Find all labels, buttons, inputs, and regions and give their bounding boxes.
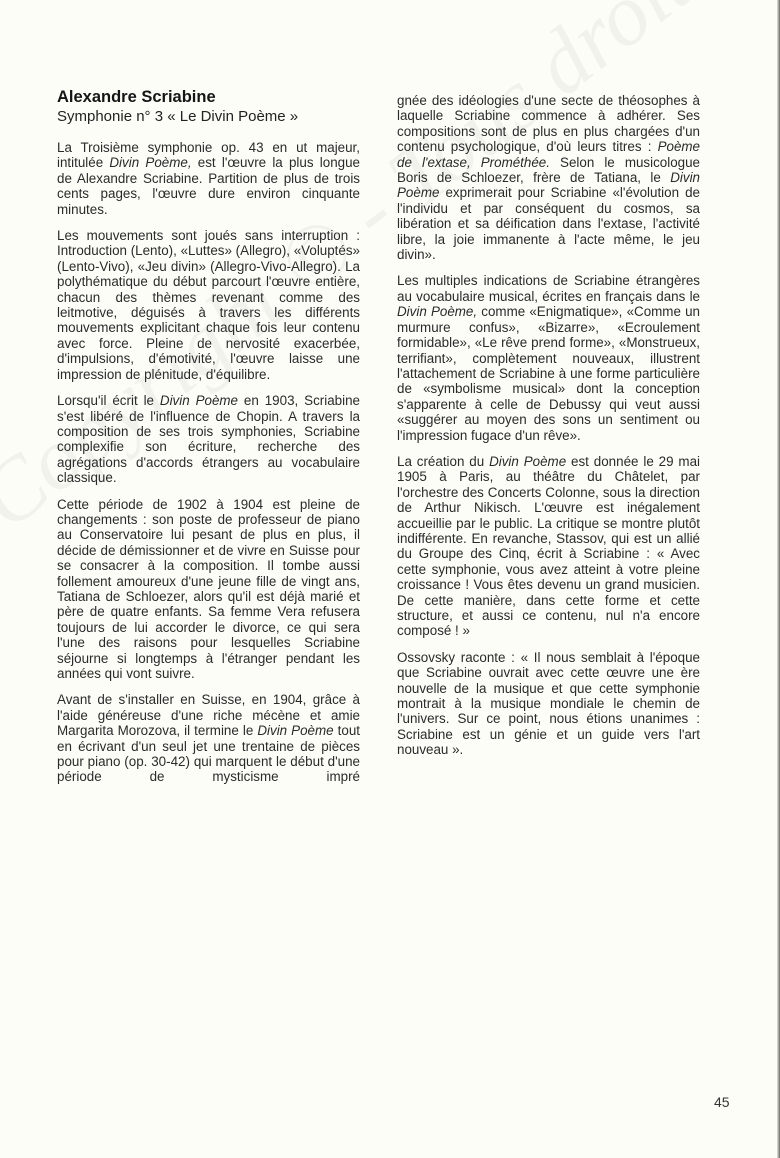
paragraph: Lorsqu'il écrit le Divin Poème en 1903, Scriabine s'est libéré de l'influence de Chopin. A travers la composition de ses trois symphonies, Scriabine complexifie son écriture, recherche des agrégations d'accords étrangers au vocabulaire classique.	[57, 393, 360, 486]
italic-title: Divin Poème,	[397, 304, 478, 320]
italic-title: Divin Poème	[397, 170, 700, 201]
paragraph: Les multiples indications de Scriabine étrangères au vocabulaire musical, écrites en français dans le Divin Poème, comme «Enigmatique», «Comme un murmure confus», «Bizarre», «Ecroulement formidable», «Le rêve prend forme», «Monstrueux, terrifiant», complètement nouveaux, illustrent l'attachement de Scriabine à une forme particulière de «symbolisme musical» dont la conception s'apparente à celle de Debussy qui veut aussi «suggérer au moyen des sons un sentiment ou l'impression fugace d'un rêve».	[397, 273, 700, 443]
italic-title: Poème de l'extase, Prométhée.	[397, 139, 700, 170]
paragraph: Avant de s'installer en Suisse, en 1904, grâce à l'aide généreuse d'une riche mécène et amie Margarita Morozova, il termine le Divin Poème tout en écrivant d'un seul jet une trentaine de pièces pour piano (op. 30-42) qui marquent le début d'une période de mysticisme impré	[57, 692, 360, 785]
article-title: Alexandre Scriabine	[57, 88, 216, 106]
page-number: 45	[714, 1094, 730, 1110]
paragraph: La Troisième symphonie op. 43 en ut majeur, intitulée Divin Poème, est l'œuvre la plus longue de Alexandre Scriabine. Partition de plus de trois cents pages, l'œuvre dure environ cinquante minutes.	[57, 140, 360, 217]
italic-title: Divin Poème	[489, 453, 567, 469]
paragraph: gnée des idéologies d'une secte de théosophes à laquelle Scriabine commence à adhérer. Ses compositions sont de plus en plus chargées d'un contenu psychologique, d'où leurs titres : Poème de l'extase, Prométhée. Selon le musicologue Boris de Schloezer, frère de Tatiana, le Divin Poème exprimerait pour Scriabine «l'évolution de l'individu et par conséquent du cosmos, sa libération et sa déification dans l'extase, l'activité libre, la joie immanente à l'acte même, le jeu divin».	[397, 93, 700, 263]
right-column	[397, 93, 700, 769]
paragraph: Cette période de 1902 à 1904 est pleine de changements : son poste de professeur de piano au Conservatoire lui pesant de plus en plus, il décide de démissionner et de vivre en Suisse pour se consacrer à la composition. Il tombe aussi follement amoureux d'une jeune fille de vingt ans, Tatiana de Schloezer, alors qu'il est déjà marié et père de quatre enfants. Sa femme Vera refusera toujours de lui accorder le divorce, ce qui sera l'une des raisons pour lesquelles Scriabine séjourne si longtemps à l'étranger pendant les années qui vont suivre.	[57, 496, 360, 681]
italic-title: Divin Poème,	[109, 155, 192, 171]
paragraph: La création du Divin Poème est donnée le 29 mai 1905 à Paris, au théâtre du Châtelet, par l'orchestre des Concerts Colonne, sous la direction de Arthur Nikisch. L'œuvre est inégalement accueillie par le public. La critique se montre plutôt indifférente. En revanche, Stassov, qui est un allié du Groupe des Cinq, écrit à Scriabine : « Avec cette symphonie, vous avez atteint à votre pleine croissance ! Vous êtes devenu un grand musicien. De cette manière, dans cette forme et cette structure, et aussi ce contenu, nul n'a encore composé ! »	[397, 453, 700, 639]
left-column	[57, 88, 360, 796]
paragraph: Ossovsky raconte : « Il nous semblait à l'époque que Scriabine ouvrait avec cette œuvre une ère nouvelle de la musique et que cette symphonie montrait à la musique mondiale le chemin de l'univers. Sur ce point, nous étions unanimes : Scriabine est un génie et un guide vers l'art nouveau ».	[397, 649, 700, 758]
italic-title: Divin Poème	[159, 393, 239, 409]
paragraph: Les mouvements sont joués sans interruption : Introduction (Lento), «Luttes» (Allegro), «Voluptés» (Lento-Vivo), «Jeu divin» (Allegro-Vivo-Allegro). La polythématique du début parcourt l'œuvre entière, chacun des thèmes revenant comme des leitmotive, déguisés à travers les différents mouvements explicitant chaque fois leur contenu avec force. Pleine de nervosité exacerbée, d'impulsions, d'émotivité, l'œuvre laisse une impression de plénitude, d'équilibre.	[57, 228, 360, 382]
italic-title: Divin Poème	[257, 723, 334, 739]
article-subtitle: Symphonie n° 3 « Le Divin Poème »	[57, 108, 299, 125]
